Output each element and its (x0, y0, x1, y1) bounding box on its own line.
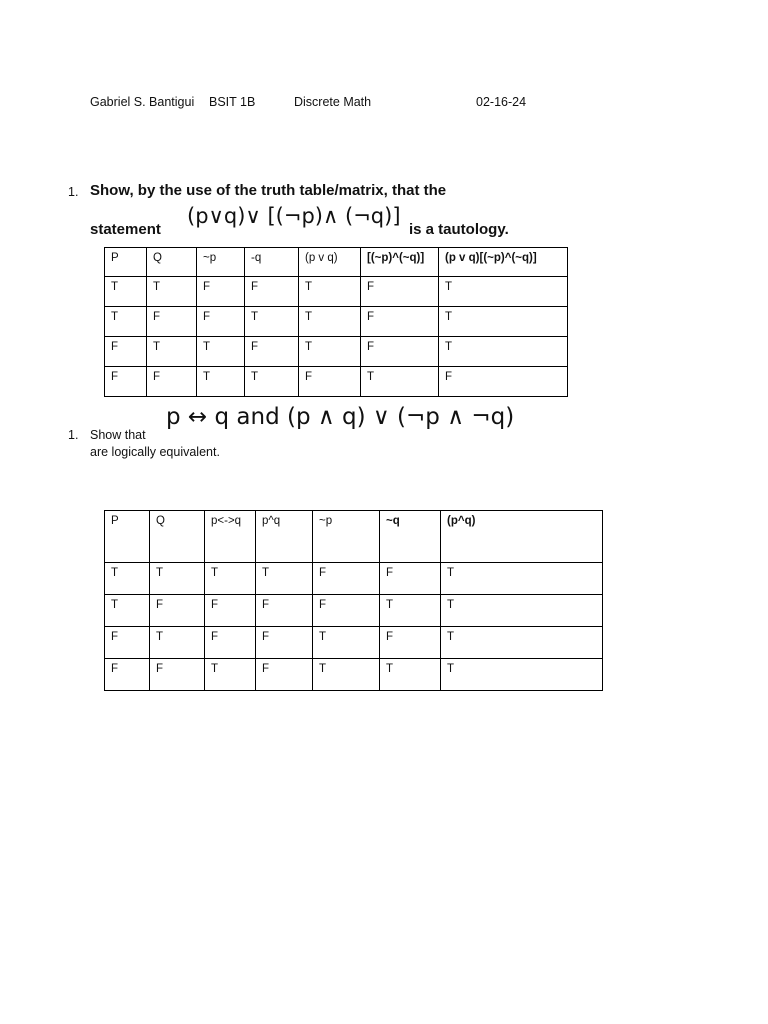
table-cell: T (439, 277, 568, 307)
table-row (105, 337, 568, 367)
column-header: Q (150, 511, 205, 563)
table-cell: T (256, 563, 313, 595)
table-cell: F (439, 367, 568, 397)
question-1-text-line1: Show, by the use of the truth table/matrix, that the (90, 182, 447, 199)
question-1-number: 1. (68, 185, 79, 199)
table-row (105, 307, 568, 337)
question-1-formula: (p∨q)∨ [(¬p)∧ (¬q)] (187, 204, 401, 228)
table-cell: T (299, 337, 361, 367)
table-cell: T (150, 563, 205, 595)
student-name: Gabriel S. Bantigui (90, 95, 195, 109)
table-cell: T (245, 367, 299, 397)
table-cell: F (380, 627, 441, 659)
column-header: p^q (256, 511, 313, 563)
table-cell: T (299, 307, 361, 337)
table-cell: T (441, 563, 603, 595)
table-cell: F (245, 337, 299, 367)
table-header-row (105, 511, 603, 563)
table-cell: T (245, 307, 299, 337)
table-cell: F (361, 277, 439, 307)
column-header: P (105, 511, 150, 563)
table-cell: F (150, 659, 205, 691)
question-2-number: 1. (68, 428, 79, 442)
table-cell: F (380, 563, 441, 595)
table-cell: T (441, 627, 603, 659)
question-2-text-line2: are logically equivalent. (90, 445, 220, 459)
table-cell: F (205, 595, 256, 627)
column-header: ~p (197, 248, 245, 277)
table-cell: T (439, 307, 568, 337)
column-header: -q (245, 248, 299, 277)
table-cell: F (313, 595, 380, 627)
table-cell: F (205, 627, 256, 659)
table-cell: T (205, 659, 256, 691)
table-cell: T (105, 307, 147, 337)
table-cell: F (256, 627, 313, 659)
student-section: BSIT 1B (209, 95, 256, 109)
table-cell: T (313, 627, 380, 659)
column-header: ~q (380, 511, 441, 563)
table-cell: F (105, 367, 147, 397)
column-header: Q (147, 248, 197, 277)
document-date: 02-16-24 (476, 95, 527, 109)
truth-table-2 (104, 510, 603, 691)
table-cell: T (441, 595, 603, 627)
table-cell: T (147, 277, 197, 307)
table-cell: T (147, 337, 197, 367)
table-cell: T (105, 595, 150, 627)
table-cell: T (361, 367, 439, 397)
table-cell: T (105, 563, 150, 595)
column-header: [(~p)^(~q)] (361, 248, 439, 277)
table-cell: F (105, 337, 147, 367)
column-header: P (105, 248, 147, 277)
table-cell: F (197, 307, 245, 337)
table-cell: T (105, 277, 147, 307)
table-header-row (105, 248, 568, 277)
table-cell: F (361, 307, 439, 337)
table-row (105, 659, 603, 691)
table-cell: T (205, 563, 256, 595)
table-cell: F (147, 307, 197, 337)
table-cell: T (150, 627, 205, 659)
table-cell: F (105, 659, 150, 691)
course-name: Discrete Math (294, 95, 372, 109)
table-cell: F (150, 595, 205, 627)
table-cell: T (441, 659, 603, 691)
truth-table-1 (104, 247, 568, 397)
question-2-formula: p ↔ q and (p ∧ q) ∨ (¬p ∧ ¬q) (166, 404, 515, 430)
table-cell: F (361, 337, 439, 367)
table-cell: F (245, 277, 299, 307)
table-cell: F (105, 627, 150, 659)
table-cell: F (299, 367, 361, 397)
table-cell: T (299, 277, 361, 307)
column-header: (p v q) (299, 248, 361, 277)
table-cell: T (439, 337, 568, 367)
table-cell: T (380, 659, 441, 691)
table-row (105, 563, 603, 595)
column-header: p<->q (205, 511, 256, 563)
table-row (105, 627, 603, 659)
table-cell: F (197, 277, 245, 307)
column-header: (p v q)[(~p)^(~q)] (439, 248, 568, 277)
question-1-text-line2-start: statement (90, 221, 161, 238)
question-2-text-line1: Show that (90, 428, 146, 442)
table-cell: T (197, 337, 245, 367)
table-cell: T (380, 595, 441, 627)
table-row (105, 277, 568, 307)
column-header: ~p (313, 511, 380, 563)
table-cell: F (256, 659, 313, 691)
table-cell: F (256, 595, 313, 627)
table-row (105, 595, 603, 627)
table-cell: T (313, 659, 380, 691)
table-cell: F (313, 563, 380, 595)
question-1-text-line2-end: is a tautology. (409, 221, 509, 238)
table-cell: T (197, 367, 245, 397)
column-header: (p^q) (441, 511, 603, 563)
table-row (105, 367, 568, 397)
table-cell: F (147, 367, 197, 397)
